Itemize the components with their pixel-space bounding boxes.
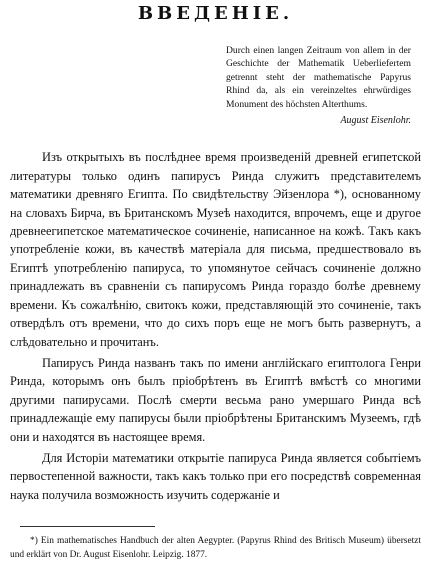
- body-paragraph-1: Изъ открытыхъ въ послѣднее время произведеній древней египетской литературы только одинъ папирусъ Ринда служитъ представителемъ математики древняго Египта. По свидѣтельству Эйзенлора *), основанному на словахъ Бирча, въ Британскомъ Музеѣ находится, впрочемъ, еще и другое древнеегипетское математическое сочиненіе, написанное на кожѣ. Такъ какъ употребленіе кожи, въ качествѣ матеріала для письма, предшествовало въ Египтѣ употребленію папируса, то упомянутое сейчасъ сочиненіе должно принадлежать въ сравненіи съ папирусомъ Ринда гораздо болѣе древнему времени. Къ сожалѣнію, свитокъ кожи, представляющій это сочиненіе, такъ отвердѣлъ отъ времени, что до сихъ поръ еще не могъ быть развернутъ, а слѣдовательно и прочитанъ.: [10, 150, 421, 349]
- epigraph-text: Durch einen langen Zeitraum von allem in der Geschichte der Mathematik Ueberliefertem getrennt steht der mathematische Papyrus Rhind da, als ein vereinzeltes ehrwürdiges Monument des höchsten Alterthums.: [226, 45, 411, 110]
- epigraph: [226, 44, 411, 127]
- body-paragraph-2: Папирусъ Ринда названъ такъ по имени англійскаго египтолога Генри Ринда, которымъ онъ былъ пріобрѣтенъ въ Египтѣ вмѣстѣ со многими другими папирусами. Послѣ смерти весьма рано умершаго Ринда всѣ принадлежащіе ему папирусы были пріобрѣтены Британскимъ Музеемъ, гдѣ они и находятся въ настоящее время.: [10, 355, 421, 444]
- epigraph-author: August Eisenlohr.: [340, 115, 411, 127]
- page-title: ВВЕДЕНІЕ.: [137, 3, 294, 24]
- body-paragraph-3: Для Исторіи математики открытіе папируса Ринда является событіемъ первостепенной важности, такъ какъ только при его посредствѣ современная наука получила возможность изучить содержаніе и: [10, 450, 421, 502]
- footnote-divider: [20, 526, 155, 527]
- footnote: *) Ein mathematisches Handbuch der alten Aegypter. (Papyrus Rhind des Britisch Museum) übersetzt und erklärt von Dr. August Eisenlohr. Leipzig. 1877.: [10, 536, 421, 560]
